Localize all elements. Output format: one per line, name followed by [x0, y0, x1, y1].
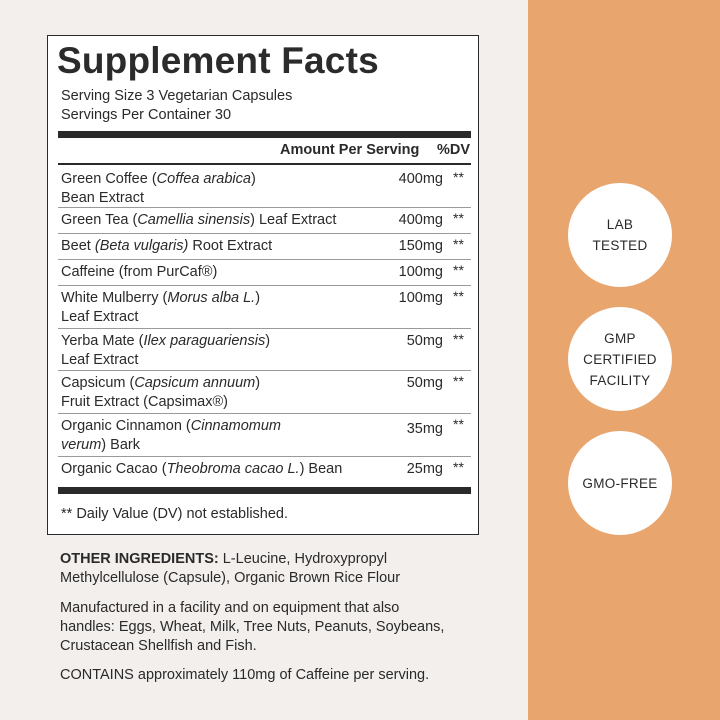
ingredient-dv: ** — [453, 416, 464, 432]
ingredient-amount: 100mg — [398, 264, 443, 280]
lab-tested-badge: LAB TESTED — [568, 183, 672, 287]
header-amount-per-serving: Amount Per Serving — [280, 142, 420, 158]
ingredient-name: Caffeine (from PurCaf®) — [61, 264, 218, 280]
row-divider — [58, 285, 471, 286]
supplement-facts-panel — [47, 35, 479, 535]
row-divider — [58, 207, 471, 208]
header-divider — [58, 163, 471, 165]
other-ingredients-label: OTHER INGREDIENTS: — [60, 551, 219, 567]
ingredient-dv: ** — [453, 169, 464, 185]
row-divider — [58, 370, 471, 371]
dv-footnote: ** Daily Value (DV) not established. — [61, 506, 289, 522]
ingredient-amount: 400mg — [398, 171, 443, 187]
ingredient-name: White Mulberry (Morus alba L.) Leaf Extract — [61, 290, 261, 325]
gmo-free-badge: GMO-FREE — [568, 431, 672, 535]
ingredient-amount: 50mg — [406, 333, 443, 349]
row-divider — [58, 328, 471, 329]
facts-title: Supplement Facts — [57, 40, 379, 81]
ingredient-name: Green Tea (Camellia sinensis) Leaf Extract — [61, 212, 337, 228]
ingredient-dv: ** — [453, 331, 464, 347]
ingredient-dv: ** — [453, 210, 464, 226]
header-dv: %DV — [437, 142, 471, 158]
ingredient-amount: 25mg — [406, 461, 443, 477]
row-divider — [58, 233, 471, 234]
ingredient-name: Yerba Mate (Ilex paraguariensis) Leaf Extract — [61, 333, 271, 368]
caffeine-contains-statement: CONTAINS approximately 110mg of Caffeine per serving. — [60, 667, 430, 683]
ingredient-dv: ** — [453, 288, 464, 304]
row-divider — [58, 259, 471, 260]
other-ingredients: OTHER INGREDIENTS: L-Leucine, Hydroxypropyl Methylcellulose (Capsule), Organic Brown Rice Flour — [60, 551, 401, 586]
ingredient-name: Beet (Beta vulgaris) Root Extract — [61, 238, 273, 254]
ingredient-name: Green Coffee (Coffea arabica) Bean Extract — [61, 171, 256, 206]
thick-divider-bottom — [58, 487, 471, 494]
serving-size: Serving Size 3 Vegetarian Capsules — [61, 88, 293, 104]
allergen-statement: Manufactured in a facility and on equipment that also handles: Eggs, Wheat, Milk, Tree Nuts, Peanuts, Soybeans, Crustacean Shellfish and Fish. — [60, 600, 445, 654]
ingredient-dv: ** — [453, 373, 464, 389]
ingredient-amount: 100mg — [398, 290, 443, 306]
thick-divider-top — [58, 131, 471, 138]
servings-per-container: Servings Per Container 30 — [61, 107, 232, 123]
ingredient-amount: 50mg — [406, 375, 443, 391]
ingredient-dv: ** — [453, 459, 464, 475]
ingredient-amount: 400mg — [398, 212, 443, 228]
ingredient-dv: ** — [453, 236, 464, 252]
row-divider — [58, 456, 471, 457]
ingredient-name: Organic Cinnamon (Cinnamomum verum) Bark — [61, 418, 281, 453]
ingredient-amount: 150mg — [398, 238, 443, 254]
ingredient-name: Organic Cacao (Theobroma cacao L.) Bean — [61, 461, 343, 477]
gmp-certified-badge: GMP CERTIFIED FACILITY — [568, 307, 672, 411]
ingredient-name: Capsicum (Capsicum annuum) Fruit Extract (Capsimax®) — [61, 375, 261, 410]
ingredient-amount: 35mg — [406, 421, 443, 437]
row-divider — [58, 413, 471, 414]
ingredient-dv: ** — [453, 262, 464, 278]
